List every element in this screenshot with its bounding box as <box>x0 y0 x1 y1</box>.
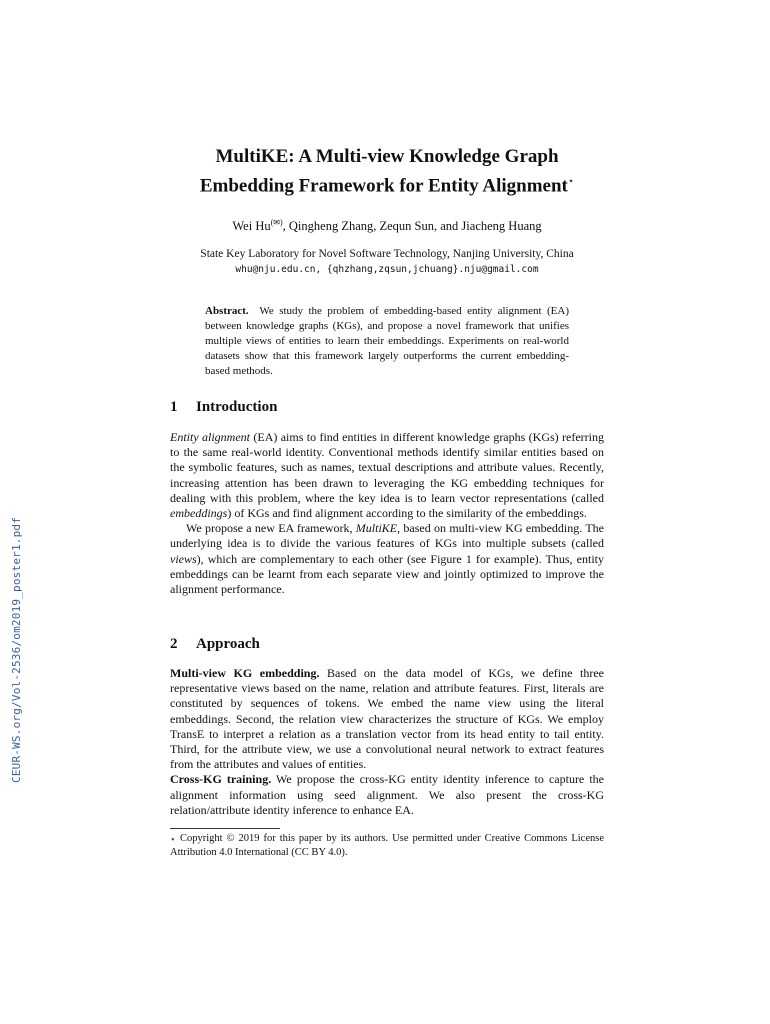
paper-title <box>170 144 604 198</box>
intro-paragraph-1: Entity alignment (EA) aims to find entities in different knowledge graphs (KGs) referring to the same real-world identity. Conventional methods identify similar entities based on the symbolic features, such as names, textual descriptions and attribute values. Recently, increasing attention has been drawn to leveraging the KG embedding techniques for dealing with this problem, where the key idea is to learn vector representations (called embeddings) of KGs and find alignment according to the similarity of the embeddings. <box>170 430 604 521</box>
footnote-text: Copyright © 2019 for this paper by its authors. Use permitted under Creative Commons License Attribution 4.0 International (CC BY 4.0). <box>170 833 604 858</box>
section-heading-introduction <box>170 399 277 416</box>
copyright-footnote <box>170 832 604 860</box>
title-footnote-mark: ⋆ <box>567 176 575 187</box>
corresponding-mark: (✉) <box>270 218 283 227</box>
affiliation <box>160 247 614 277</box>
author-list <box>170 218 604 234</box>
side-url-link[interactable]: CEUR-WS.org/Vol-2536/om2019_poster1.pdf <box>10 516 23 783</box>
section-title: Approach <box>196 636 260 652</box>
co-authors: , Qingheng Zhang, Zequn Sun, and Jiacheng Huang <box>282 219 542 234</box>
section-number: 1 <box>170 399 178 415</box>
section-heading-approach <box>170 636 260 653</box>
abstract-text: We study the problem of embedding-based entity alignment (EA) between knowledge graphs (KGs), and propose a novel framework that unifies multiple views of entities to learn their embeddings. Experiments on real-world datasets show that this framework largely outperforms the current embedding-based methods. <box>205 305 569 377</box>
abstract <box>205 304 569 379</box>
corresponding-author: Wei Hu <box>232 219 271 234</box>
affiliation-emails: whu@nju.edu.cn, {qhzhang,zqsun,jchuang}.nju@gmail.com <box>235 264 539 275</box>
approach-paragraph-1: Multi-view KG embedding. Based on the data model of KGs, we define three representative views based on the name, relation and attribute features. First, literals are constituted by sequences of tokens. We embed the name view using the literal embeddings. Second, the relation view characterizes the structure of KGs. We employ TransE to interpret a relation as a translation vector from its head entity to tail entity. Third, for the attribute view, we use a convolutional neural network to extract features from the attributes and values of entities. <box>170 666 605 772</box>
abstract-label: Abstract. <box>205 305 249 317</box>
introduction-body <box>170 430 604 597</box>
footnote-mark: ⋆ <box>170 834 176 844</box>
title-line-2: Embedding Framework for Entity Alignment⋆ <box>199 175 575 197</box>
section-number: 2 <box>170 636 178 652</box>
approach-body <box>170 666 604 818</box>
approach-paragraph-2: Cross-KG training. We propose the cross-KG entity identity inference to capture the alignment information using seed alignment. We also present the cross-KG relation/attribute identity inference to enhance EA. <box>170 772 604 817</box>
footnote-divider <box>170 828 280 829</box>
intro-paragraph-2: We propose a new EA framework, MultiKE, based on multi-view KG embedding. The underlying idea is to divide the various features of KGs into multiple subsets (called views), which are complementary to each other (see Figure 1 for example). Thus, entity embeddings can be learnt from each separate view and jointly optimized to improve the alignment performance. <box>170 521 604 597</box>
section-title: Introduction <box>196 399 278 415</box>
affiliation-institution: State Key Laboratory for Novel Software Technology, Nanjing University, China <box>200 248 574 260</box>
title-line-1: MultiKE: A Multi-view Knowledge Graph <box>215 146 559 167</box>
